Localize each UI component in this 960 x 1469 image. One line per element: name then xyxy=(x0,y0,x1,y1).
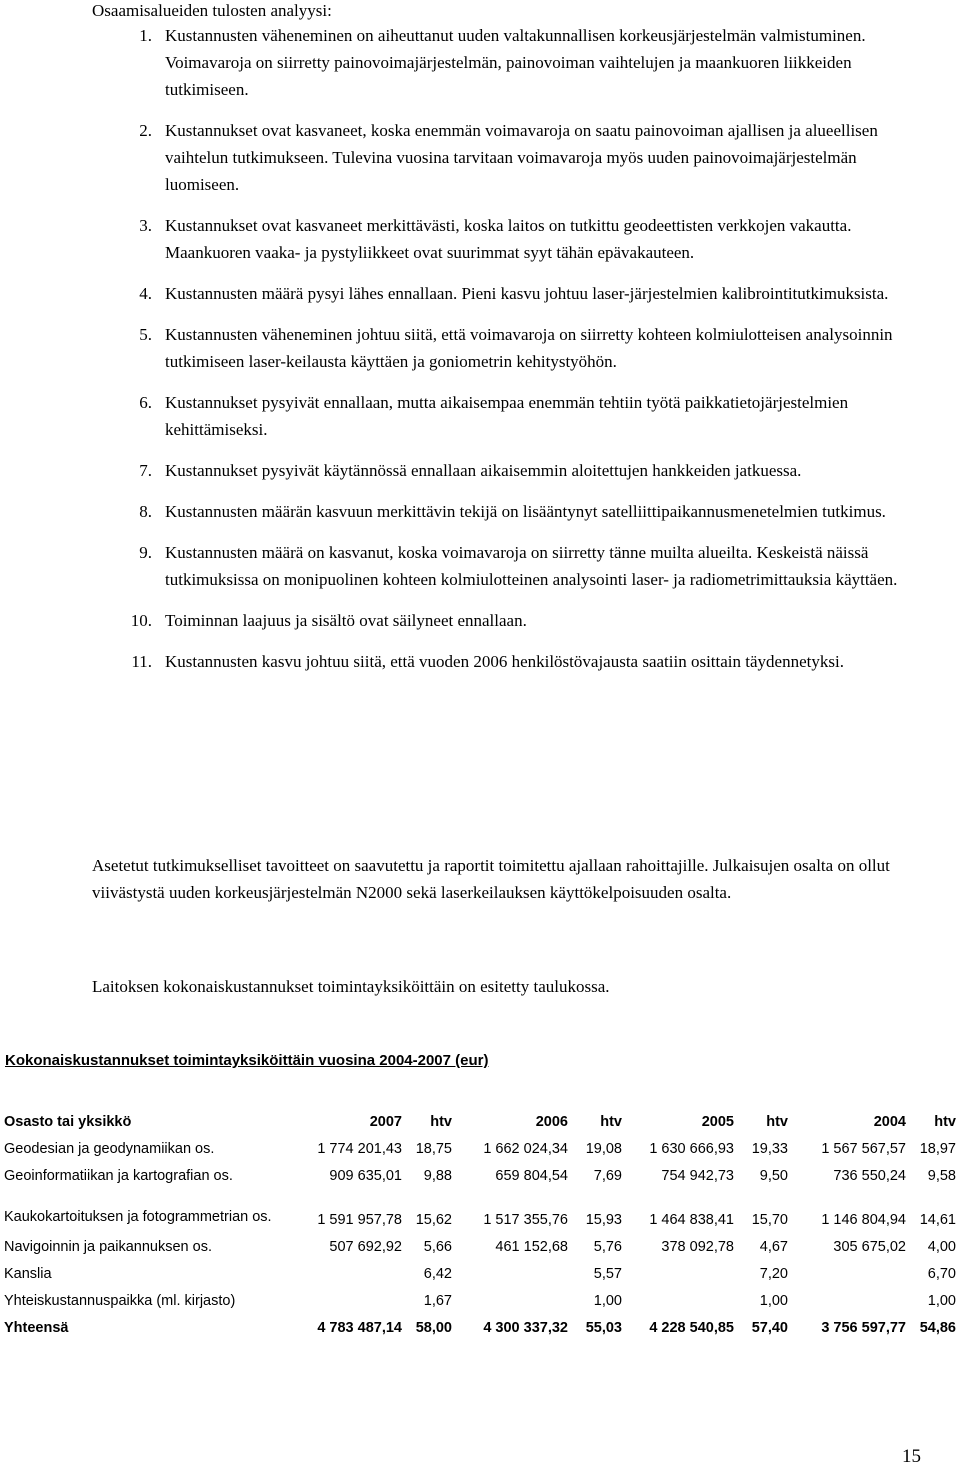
list-item xyxy=(0,539,960,593)
table-cell xyxy=(790,1282,908,1309)
column-header: Osasto tai yksikkö xyxy=(4,1114,132,1130)
unit-name: Geoinformatiikan ja kartografian os. xyxy=(4,1168,233,1184)
table-total-row xyxy=(2,1309,958,1336)
table-cell: 55,03 xyxy=(585,1320,622,1336)
table-cell: 5,57 xyxy=(593,1266,622,1282)
table-cell: 378 092,78 xyxy=(661,1239,734,1255)
list-item xyxy=(0,457,960,484)
table-cell: 19,33 xyxy=(751,1141,788,1157)
item-number: 9. xyxy=(139,543,152,562)
unit-name: Kaukokartoituksen ja fotogrammetrian os. xyxy=(4,1209,272,1225)
item-number: 11. xyxy=(131,652,152,671)
table-cell: 58,00 xyxy=(415,1320,452,1336)
list-item xyxy=(0,22,960,103)
item-text: Toiminnan laajuus ja sisältö ovat säilyneet ennallaan. xyxy=(165,611,527,630)
table-cell: 9,58 xyxy=(927,1168,956,1184)
table-cell: 1,00 xyxy=(759,1293,788,1309)
table-cell xyxy=(454,1282,570,1309)
list-item xyxy=(0,498,960,525)
list-item xyxy=(0,117,960,198)
column-header: htv xyxy=(766,1114,788,1130)
table-cell xyxy=(292,1282,404,1309)
table-row xyxy=(2,1255,958,1282)
table-cell: 15,70 xyxy=(751,1212,788,1228)
item-number: 3. xyxy=(139,216,152,235)
table-cell: 4,67 xyxy=(759,1239,788,1255)
item-number: 6. xyxy=(139,393,152,412)
item-number: 1. xyxy=(139,26,152,45)
column-header: htv xyxy=(430,1114,452,1130)
table-cell: 507 692,92 xyxy=(329,1239,402,1255)
item-text: Kustannusten määrä on kasvanut, koska voimavaroja on siirretty tänne muilta alueilta. Keskeistä näissä tutkimuksissa on monipuolinen kohteen kolmiulotteinen analysointi laser- ja radiometrimittauksia käyttäen. xyxy=(165,543,898,589)
column-header: 2007 xyxy=(369,1114,402,1130)
item-number: 7. xyxy=(139,461,152,480)
table-cell: 18,75 xyxy=(415,1141,452,1157)
table-cell: 736 550,24 xyxy=(833,1168,906,1184)
table-cell: 19,08 xyxy=(585,1141,622,1157)
table-cell: 909 635,01 xyxy=(329,1168,402,1184)
table-intro-paragraph: Laitoksen kokonaiskustannukset toimintayksiköittäin on esitetty taulukossa. xyxy=(92,977,610,996)
item-number: 5. xyxy=(139,325,152,344)
table-cell: 15,93 xyxy=(585,1212,622,1228)
unit-name: Kanslia xyxy=(4,1266,52,1282)
table-cell: 5,66 xyxy=(423,1239,452,1255)
table-cell: 15,62 xyxy=(415,1212,452,1228)
table-cell: 305 675,02 xyxy=(833,1239,906,1255)
table-row xyxy=(2,1130,958,1157)
column-header: 2004 xyxy=(873,1114,906,1130)
results-paragraph: Asetetut tutkimukselliset tavoitteet on saavutettu ja raportit toimitettu ajallaan rahoittajille. Julkaisujen osalta on ollut viivästystä uuden korkeusjärjestelmän N2000 sekä laserkeilauksen käyttökelpoisuuden osalta. xyxy=(92,856,890,902)
table-cell: 1,00 xyxy=(593,1293,622,1309)
unit-name: Navigoinnin ja paikannuksen os. xyxy=(4,1239,212,1255)
item-number: 4. xyxy=(139,284,152,303)
unit-name: Geodesian ja geodynamiikan os. xyxy=(4,1141,215,1157)
table-row xyxy=(2,1228,958,1255)
page-number: 15 xyxy=(902,1446,921,1467)
unit-name: Yhteiskustannuspaikka (ml. kirjasto) xyxy=(4,1293,236,1309)
column-header: 2006 xyxy=(535,1114,568,1130)
table-cell: 4,00 xyxy=(927,1239,956,1255)
list-item xyxy=(0,321,960,375)
cost-table xyxy=(2,1104,958,1336)
table-cell xyxy=(790,1255,908,1282)
table-cell: 9,50 xyxy=(759,1168,788,1184)
list-item xyxy=(0,389,960,443)
table-cell: 659 804,54 xyxy=(495,1168,568,1184)
column-header: htv xyxy=(600,1114,622,1130)
item-number: 8. xyxy=(139,502,152,521)
section-heading: Osaamisalueiden tulosten analyysi: xyxy=(92,1,332,20)
table-cell xyxy=(454,1255,570,1282)
table-cell: 5,76 xyxy=(593,1239,622,1255)
table-cell: 57,40 xyxy=(751,1320,788,1336)
column-header: htv xyxy=(934,1114,956,1130)
table-row xyxy=(2,1157,958,1184)
table-cell: 1 630 666,93 xyxy=(649,1141,734,1157)
table-cell xyxy=(292,1255,404,1282)
table-cell: 3 756 597,77 xyxy=(821,1320,906,1336)
list-item xyxy=(0,607,960,634)
table-row xyxy=(2,1184,958,1228)
table-cell: 1 591 957,78 xyxy=(317,1212,402,1228)
analysis-list xyxy=(0,22,960,675)
list-item xyxy=(0,212,960,266)
list-item xyxy=(0,648,960,675)
table-cell: 14,61 xyxy=(919,1212,956,1228)
table-row xyxy=(2,1282,958,1309)
table-cell: 54,86 xyxy=(919,1320,956,1336)
table-cell: 1,67 xyxy=(423,1293,452,1309)
item-number: 2. xyxy=(139,121,152,140)
item-text: Kustannukset ovat kasvaneet merkittävästi, koska laitos on tutkittu geodeettisten verkkojen vakautta. Maankuoren vaaka- ja pystyliikkeet ovat suurimmat syyt tähän epävakauteen. xyxy=(165,216,852,262)
item-text: Kustannusten määrän kasvuun merkittävin tekijä on lisääntynyt satelliittipaikannusmenetelmien tutkimus. xyxy=(165,502,886,521)
table-cell xyxy=(624,1255,736,1282)
table-cell: 1 517 355,76 xyxy=(483,1212,568,1228)
table-cell: 1,00 xyxy=(927,1293,956,1309)
table-cell: 1 567 567,57 xyxy=(821,1141,906,1157)
table-header-row xyxy=(2,1104,958,1130)
item-text: Kustannusten väheneminen on aiheuttanut uuden valtakunnallisen korkeusjärjestelmän valmistuminen. Voimavaroja on siirretty painovoimajärjestelmän, painovoiman vaihtelujen ja maankuoren liikkeiden tutkimiseen. xyxy=(165,26,866,99)
item-text: Kustannusten kasvu johtuu siitä, että vuoden 2006 henkilöstövajausta saatiin osittain täydennetyksi. xyxy=(165,652,844,671)
item-text: Kustannukset pysyivät käytännössä ennallaan aikaisemmin aloitettujen hankkeiden jatkuessa. xyxy=(165,461,802,480)
table-cell: 6,42 xyxy=(423,1266,452,1282)
table-cell: 9,88 xyxy=(423,1168,452,1184)
table-title: Kokonaiskustannukset toimintayksiköittäin vuosina 2004-2007 (eur) xyxy=(5,1052,489,1069)
table-cell: 1 662 024,34 xyxy=(483,1141,568,1157)
table-cell: 7,20 xyxy=(759,1266,788,1282)
table-cell: 4 300 337,32 xyxy=(483,1320,568,1336)
table-cell: 6,70 xyxy=(927,1266,956,1282)
item-text: Kustannukset ovat kasvaneet, koska enemmän voimavaroja on saatu painovoiman ajallisen ja alueellisen vaihtelun tutkimukseen. Tulevina vuosina tarvitaan voimavaroja myös uuden painovoimajärjestelmän luomiseen. xyxy=(165,121,878,194)
table-cell: 1 146 804,94 xyxy=(821,1212,906,1228)
table-cell: 1 774 201,43 xyxy=(317,1141,402,1157)
item-text: Kustannusten määrä pysyi lähes ennallaan. Pieni kasvu johtuu laser-järjestelmien kalibrointitutkimuksista. xyxy=(165,284,889,303)
table-cell xyxy=(624,1282,736,1309)
table-cell: 18,97 xyxy=(919,1141,956,1157)
column-header: 2005 xyxy=(701,1114,734,1130)
table-cell: 4 228 540,85 xyxy=(649,1320,734,1336)
item-number: 10. xyxy=(130,611,152,630)
table-cell: 461 152,68 xyxy=(495,1239,568,1255)
table-cell: 7,69 xyxy=(593,1168,622,1184)
item-text: Kustannukset pysyivät ennallaan, mutta aikaisempaa enemmän tehtiin työtä paikkatietojärjestelmien kehittämiseksi. xyxy=(165,393,849,439)
total-label: Yhteensä xyxy=(4,1320,69,1336)
table-cell: 754 942,73 xyxy=(661,1168,734,1184)
table-cell: 1 464 838,41 xyxy=(649,1212,734,1228)
list-item xyxy=(0,280,960,307)
item-text: Kustannusten väheneminen johtuu siitä, että voimavaroja on siirretty kohteen kolmiulotteisen analysoinnin tutkimiseen laser-keilausta käyttäen ja goniometrin kehitystyöhön. xyxy=(165,325,893,371)
table-cell: 4 783 487,14 xyxy=(317,1320,402,1336)
